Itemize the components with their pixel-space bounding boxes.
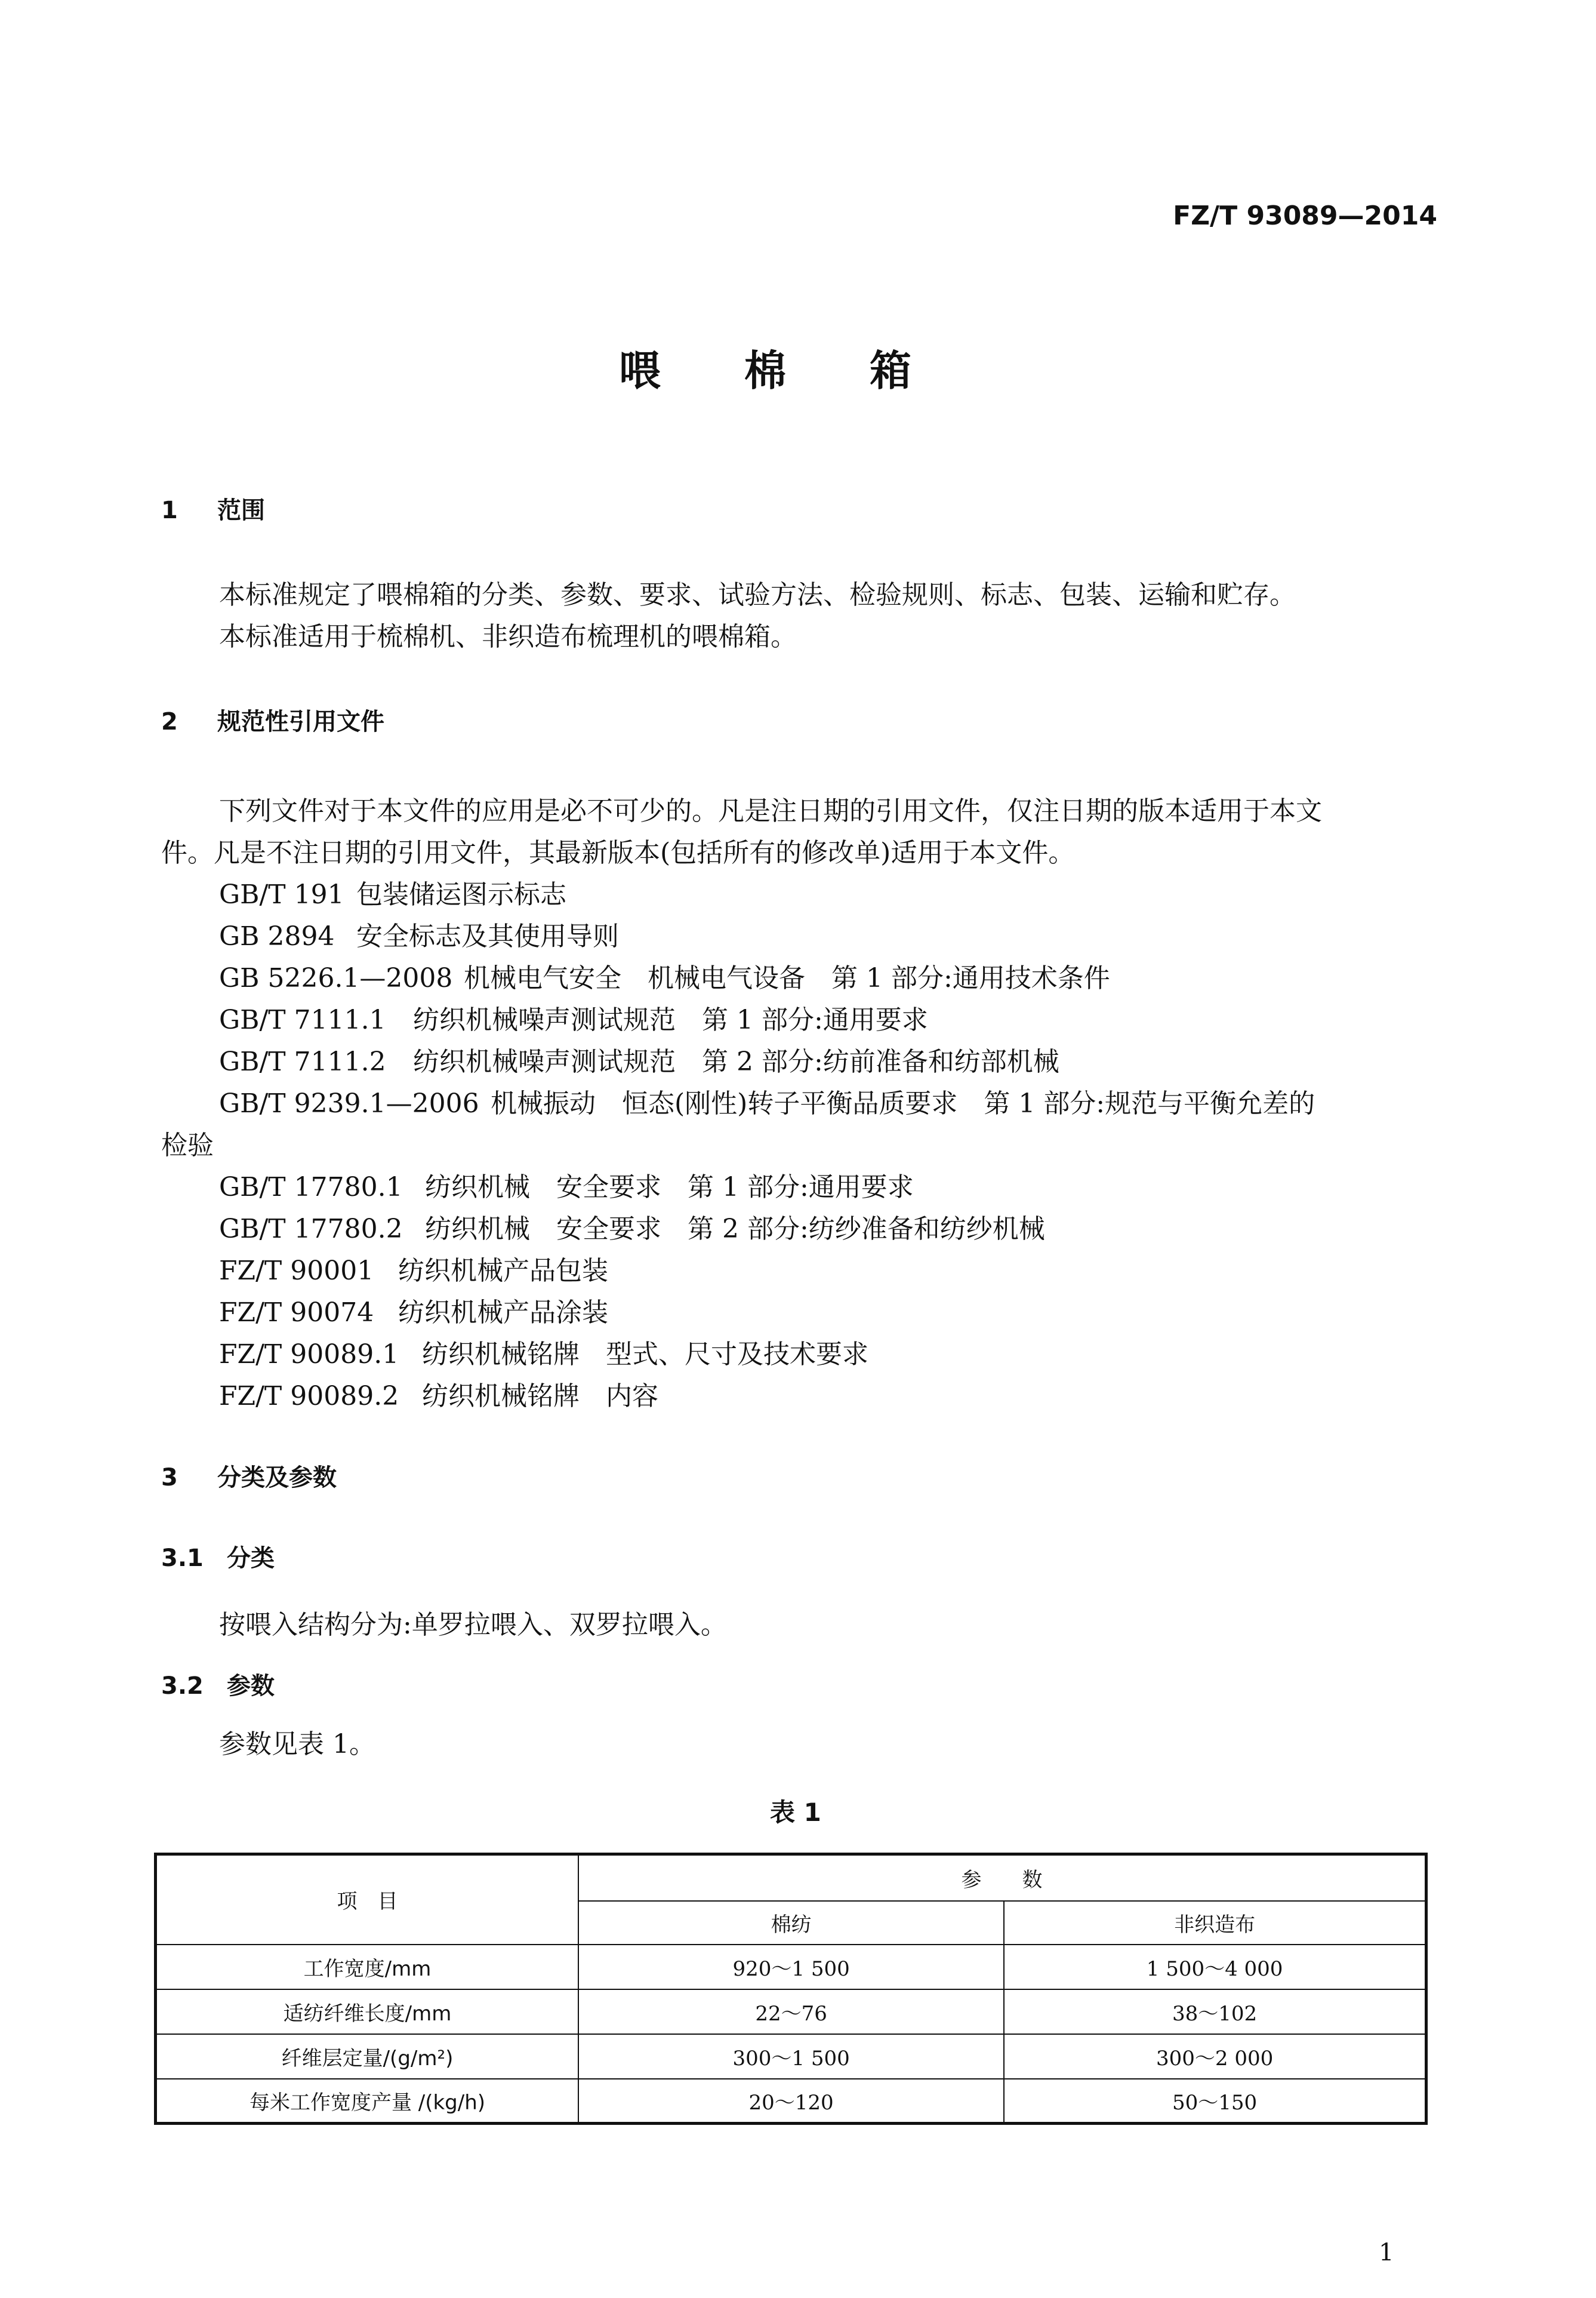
reference-continuation <box>161 1124 214 1162</box>
document-title: 喂棉箱 <box>619 346 995 395</box>
section-3-heading <box>161 1459 337 1493</box>
page-number: 1 <box>1379 2239 1394 2266</box>
cell-nonwoven: 300～2 000 <box>1004 2034 1426 2079</box>
reference-item <box>219 1165 914 1204</box>
reference-title: 纺织机械铭牌 型式、尺寸及技术要求 <box>422 1339 868 1370</box>
reference-title: 纺织机械噪声测试规范 第 1 部分:通用要求 <box>413 1005 928 1035</box>
reference-code: GB 5226.1—2008 <box>219 963 453 993</box>
reference-code: GB/T 17780.2 <box>219 1214 403 1244</box>
reference-title: 纺织机械产品涂装 <box>398 1297 608 1328</box>
section-number: 1 <box>161 497 178 524</box>
reference-title: 纺织机械产品包装 <box>398 1256 608 1286</box>
reference-code: GB/T 17780.1 <box>219 1172 403 1202</box>
reference-code: FZ/T 90001 <box>219 1256 374 1286</box>
reference-title: 包装储运图示标志 <box>356 879 566 910</box>
table-row <box>156 2034 1426 2079</box>
paragraph: 按喂入结构分为:单罗拉喂入、双罗拉喂入。 <box>219 1610 727 1640</box>
cell-cotton: 20～120 <box>578 2079 1004 2124</box>
cell-nonwoven: 38～102 <box>1004 1989 1426 2034</box>
reference-item <box>219 1207 1045 1245</box>
reference-item <box>219 1374 658 1413</box>
row-item: 适纺纤维长度/mm <box>156 1989 578 2034</box>
table-row <box>156 2079 1426 2124</box>
cell-cotton: 22～76 <box>578 1989 1004 2034</box>
section-1-heading <box>161 491 265 525</box>
reference-title: 纺织机械 安全要求 第 1 部分:通用要求 <box>425 1172 914 1202</box>
row-item: 工作宽度/mm <box>156 1945 578 1989</box>
reference-item <box>219 1040 1059 1078</box>
reference-item <box>219 1249 608 1287</box>
reference-item <box>219 915 619 953</box>
cell-nonwoven: 50～150 <box>1004 2079 1426 2124</box>
table-title: 表 1 <box>770 1798 821 1827</box>
reference-code: GB/T 191 <box>219 879 344 910</box>
cell-cotton: 920～1 500 <box>578 1945 1004 1989</box>
section-title: 规范性引用文件 <box>217 708 384 736</box>
section-number: 2 <box>161 708 178 736</box>
section-title: 分类及参数 <box>217 1464 337 1491</box>
table-row <box>156 1989 1426 2034</box>
reference-code: GB/T 9239.1—2006 <box>219 1088 479 1119</box>
section-title: 分类 <box>227 1545 275 1572</box>
paragraph: 本标准规定了喂棉箱的分类、参数、要求、试验方法、检验规则、标志、包装、运输和贮存。 <box>219 580 1296 610</box>
standard-code: FZ/T 93089—2014 <box>1173 201 1437 231</box>
reference-item <box>219 998 928 1036</box>
reference-item <box>219 956 1110 995</box>
section-2-heading <box>161 703 384 737</box>
table-header-row <box>156 1854 1426 1901</box>
reference-title: 安全标志及其使用导则 <box>356 921 619 952</box>
header-item: 项 目 <box>156 1854 578 1945</box>
reference-code: GB/T 7111.1 <box>219 1005 386 1035</box>
section-number: 3.1 <box>161 1545 204 1572</box>
section-title: 参数 <box>227 1672 275 1700</box>
reference-code: FZ/T 90089.2 <box>219 1381 399 1411</box>
section-title: 范围 <box>217 497 265 524</box>
reference-item <box>219 1082 1315 1120</box>
paragraph: 下列文件对于本文件的应用是必不可少的。凡是注日期的引用文件，仅注日期的版本适用于本文 <box>219 796 1322 826</box>
paragraph: 本标准适用于梳棉机、非织造布梳理机的喂棉箱。 <box>219 622 797 652</box>
reference-title: 机械电气安全 机械电气设备 第 1 部分:通用技术条件 <box>464 963 1110 993</box>
section-number: 3.2 <box>161 1672 204 1700</box>
section-3-2-heading <box>161 1667 275 1701</box>
reference-code: GB/T 7111.2 <box>219 1047 386 1077</box>
section-number: 3 <box>161 1464 178 1491</box>
section-3-1-heading <box>161 1539 275 1573</box>
paragraph: 件。凡是不注日期的引用文件，其最新版本(包括所有的修改单)适用于本文件。 <box>161 838 1075 868</box>
reference-title: 纺织机械铭牌 内容 <box>422 1381 658 1411</box>
cell-cotton: 300～1 500 <box>578 2034 1004 2079</box>
header-nonwoven: 非织造布 <box>1004 1901 1426 1945</box>
header-cotton: 棉纺 <box>578 1901 1004 1945</box>
table-row <box>156 1945 1426 1989</box>
reference-title: 纺织机械 安全要求 第 2 部分:纺纱准备和纺纱机械 <box>425 1214 1045 1244</box>
header-params: 参 数 <box>578 1854 1426 1901</box>
reference-title: 检验 <box>161 1130 214 1161</box>
reference-item <box>219 873 566 911</box>
reference-title: 纺织机械噪声测试规范 第 2 部分:纺前准备和纺部机械 <box>413 1047 1059 1077</box>
paragraph: 参数见表 1。 <box>219 1729 375 1759</box>
row-item: 每米工作宽度产量 /(kg/h) <box>156 2079 578 2124</box>
reference-item <box>219 1333 868 1371</box>
cell-nonwoven: 1 500～4 000 <box>1004 1945 1426 1989</box>
reference-title: 机械振动 恒态(刚性)转子平衡品质要求 第 1 部分:规范与平衡允差的 <box>491 1088 1315 1119</box>
reference-code: FZ/T 90089.1 <box>219 1339 399 1370</box>
row-item: 纤维层定量/(g/m²) <box>156 2034 578 2079</box>
reference-code: FZ/T 90074 <box>219 1297 374 1328</box>
reference-item <box>219 1291 608 1329</box>
parameters-table <box>154 1853 1428 2125</box>
reference-code: GB 2894 <box>219 921 335 952</box>
